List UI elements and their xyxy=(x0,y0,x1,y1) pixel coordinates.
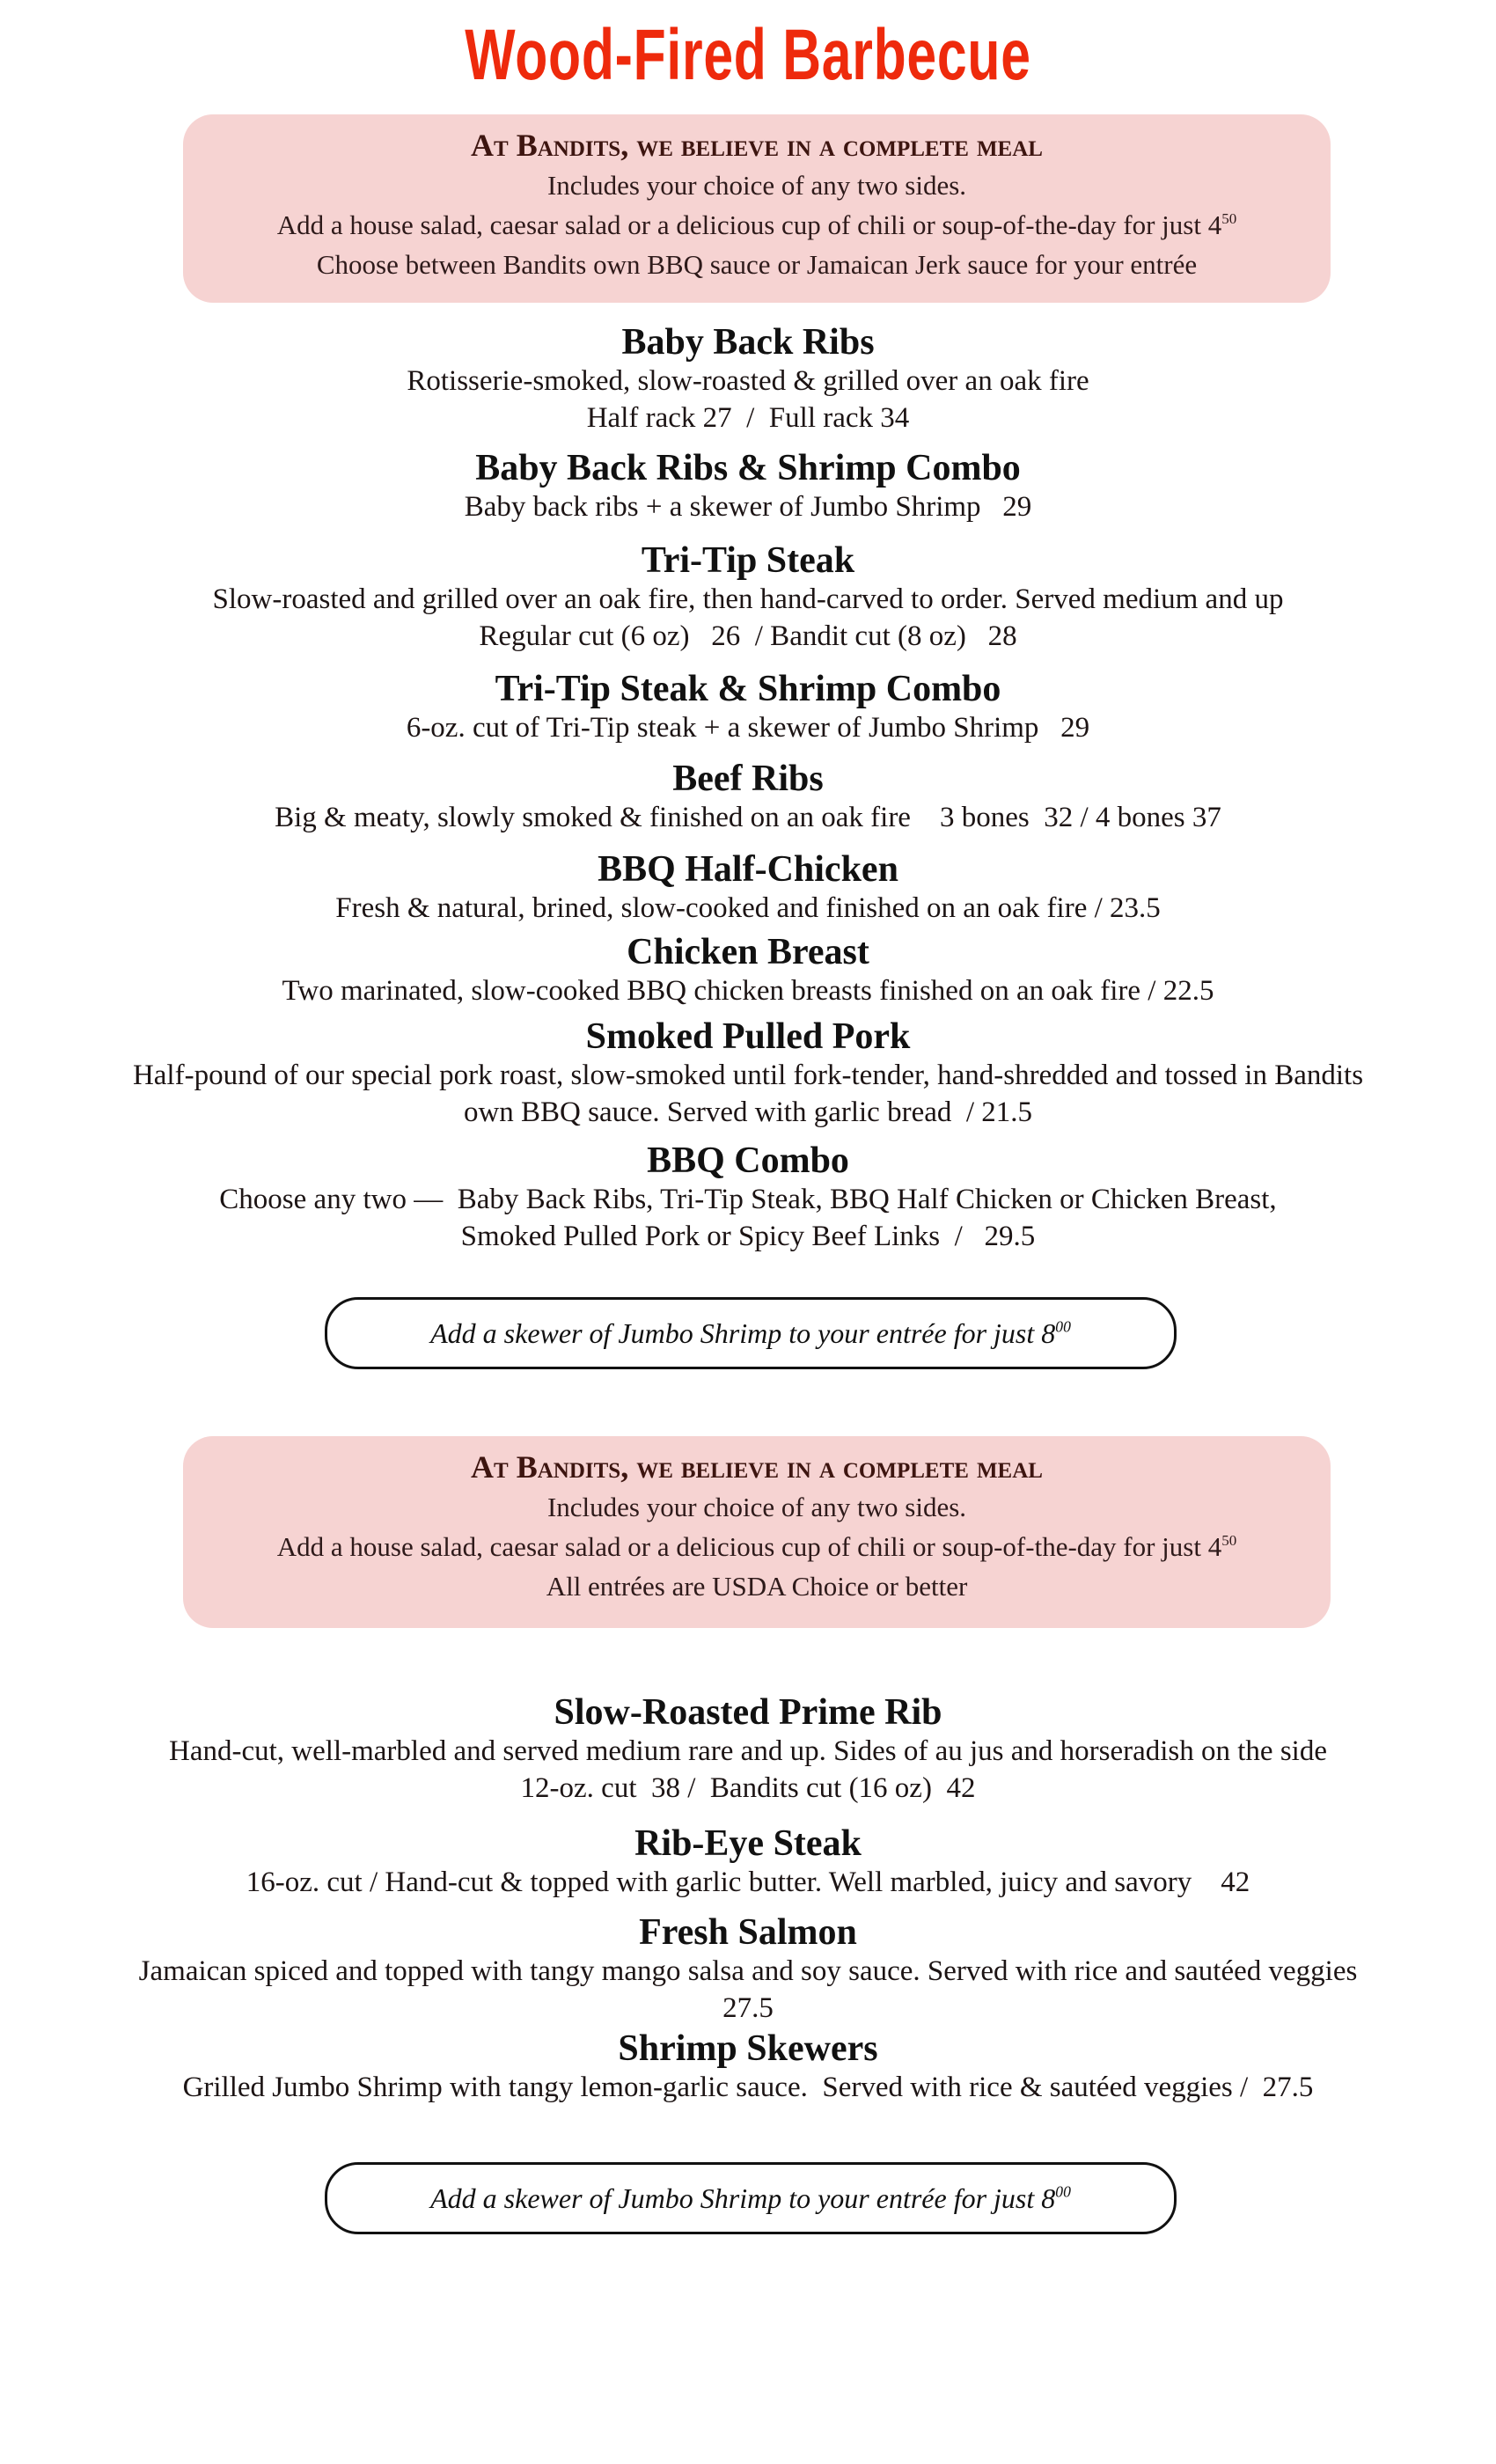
info-line: Includes your choice of any two sides. xyxy=(546,170,967,201)
menu-item-description: Smoked Pulled Pork or Spicy Beef Links / 29.5 xyxy=(460,1221,1036,1252)
menu-item-description: 27.5 xyxy=(722,1992,774,2024)
menu-item xyxy=(0,1140,1496,1255)
shrimp-addon-banner: Add a skewer of Jumbo Shrimp to your entrée for just $8^{00}$ xyxy=(325,2162,1177,2234)
info-line: Choose between Bandits own BBQ sauce or Jamaican Jerk sauce for your entrée xyxy=(316,249,1198,280)
menu-item xyxy=(0,759,1496,836)
menu-item-description: Two marinated, slow-cooked BBQ chicken breasts finished on an oak fire / 22.5 xyxy=(282,975,1214,1007)
menu-item xyxy=(0,1692,1496,1807)
info-box-complete-meal xyxy=(183,1436,1331,1628)
menu-item-description: Big & meaty, slowly smoked & finished on an oak fire 3 bones 32 / 4 bones 37 xyxy=(275,802,1221,833)
menu-item xyxy=(0,322,1496,436)
info-line: Add a house salad, caesar salad or a delicious cup of chili or soup-of-the-day for just $4^{50}$ xyxy=(276,209,1237,240)
menu-item xyxy=(0,540,1496,655)
info-line: Add a house salad, caesar salad or a delicious cup of chili or soup-of-the-day for just $4^{50}$ xyxy=(276,1531,1237,1562)
page-title: Wood-Fired Barbecue xyxy=(465,15,1031,95)
menu-item-description: 16-oz. cut / Hand-cut & topped with garlic butter. Well marbled, juicy and savory 42 xyxy=(246,1866,1250,1898)
menu-item-name: Rib-Eye Steak xyxy=(634,1823,862,1864)
info-box-heading: At Bandits, we believe in a complete meal xyxy=(471,128,1043,163)
info-box-complete-meal xyxy=(183,114,1331,303)
info-line: Includes your choice of any two sides. xyxy=(546,1492,967,1522)
menu-item xyxy=(0,932,1496,1009)
menu-item-name: Shrimp Skewers xyxy=(618,2028,878,2069)
menu-item-description: Rotisserie-smoked, slow-roasted & grilled over an oak fire xyxy=(407,365,1089,397)
menu-item-name: Baby Back Ribs xyxy=(621,322,875,363)
menu-item-description: Choose any two — Baby Back Ribs, Tri-Tip Steak, BBQ Half Chicken or Chicken Breast, xyxy=(219,1184,1277,1215)
menu-item-name: Chicken Breast xyxy=(627,932,869,972)
menu-item xyxy=(0,1016,1496,1131)
menu-item-name: Fresh Salmon xyxy=(639,1912,857,1953)
menu-item-description: Slow-roasted and grilled over an oak fire, then hand-carved to order. Served medium and up xyxy=(212,583,1284,615)
menu-item-name: Beef Ribs xyxy=(672,759,824,799)
menu-item xyxy=(0,1912,1496,2027)
menu-item-description: own BBQ sauce. Served with garlic bread / 21.5 xyxy=(463,1096,1033,1128)
menu-item-name: Smoked Pulled Pork xyxy=(585,1016,911,1057)
menu-item-description: Half rack 27 / Full rack 34 xyxy=(586,402,910,434)
menu-item-description: Jamaican spiced and topped with tangy mango salsa and soy sauce. Served with rice and sautéed veggies xyxy=(138,1955,1358,1987)
menu-item-description: Grilled Jumbo Shrimp with tangy lemon-garlic sauce. Served with rice & sautéed veggies / 27.5 xyxy=(182,2072,1314,2103)
menu-item xyxy=(0,849,1496,927)
menu-item-name: Baby Back Ribs & Shrimp Combo xyxy=(475,448,1021,488)
menu-item-description: Baby back ribs + a skewer of Jumbo Shrimp 29 xyxy=(464,491,1032,523)
menu-item-name: BBQ Half-Chicken xyxy=(598,849,898,890)
menu-item xyxy=(0,669,1496,746)
menu-item-description: Half-pound of our special pork roast, slow-smoked until fork-tender, hand-shredded and tossed in Bandits xyxy=(132,1060,1364,1091)
info-line: All entrées are USDA Choice or better xyxy=(546,1571,968,1602)
menu-item-description: 12-oz. cut 38 / Bandits cut (16 oz) 42 xyxy=(520,1772,976,1804)
menu-item-description: Fresh & natural, brined, slow-cooked and finished on an oak fire / 23.5 xyxy=(335,892,1161,924)
menu-item xyxy=(0,1823,1496,1901)
menu-item-description: 6-oz. cut of Tri-Tip steak + a skewer of Jumbo Shrimp 29 xyxy=(406,712,1090,744)
menu-item xyxy=(0,2028,1496,2106)
menu-item-description: Hand-cut, well-marbled and served medium rare and up. Sides of au jus and horseradish on the side xyxy=(169,1735,1327,1767)
shrimp-addon-banner: Add a skewer of Jumbo Shrimp to your entrée for just $8^{00}$ xyxy=(325,1297,1177,1369)
menu-item-name: Slow-Roasted Prime Rib xyxy=(554,1692,942,1733)
menu-item-name: BBQ Combo xyxy=(647,1140,849,1181)
menu-item-description: Regular cut (6 oz) 26 / Bandit cut (8 oz) 28 xyxy=(479,620,1017,652)
menu-item xyxy=(0,448,1496,525)
menu-item-name: Tri-Tip Steak xyxy=(641,540,855,581)
menu-item-name: Tri-Tip Steak & Shrimp Combo xyxy=(495,669,1001,709)
info-box-heading: At Bandits, we believe in a complete meal xyxy=(471,1449,1043,1485)
